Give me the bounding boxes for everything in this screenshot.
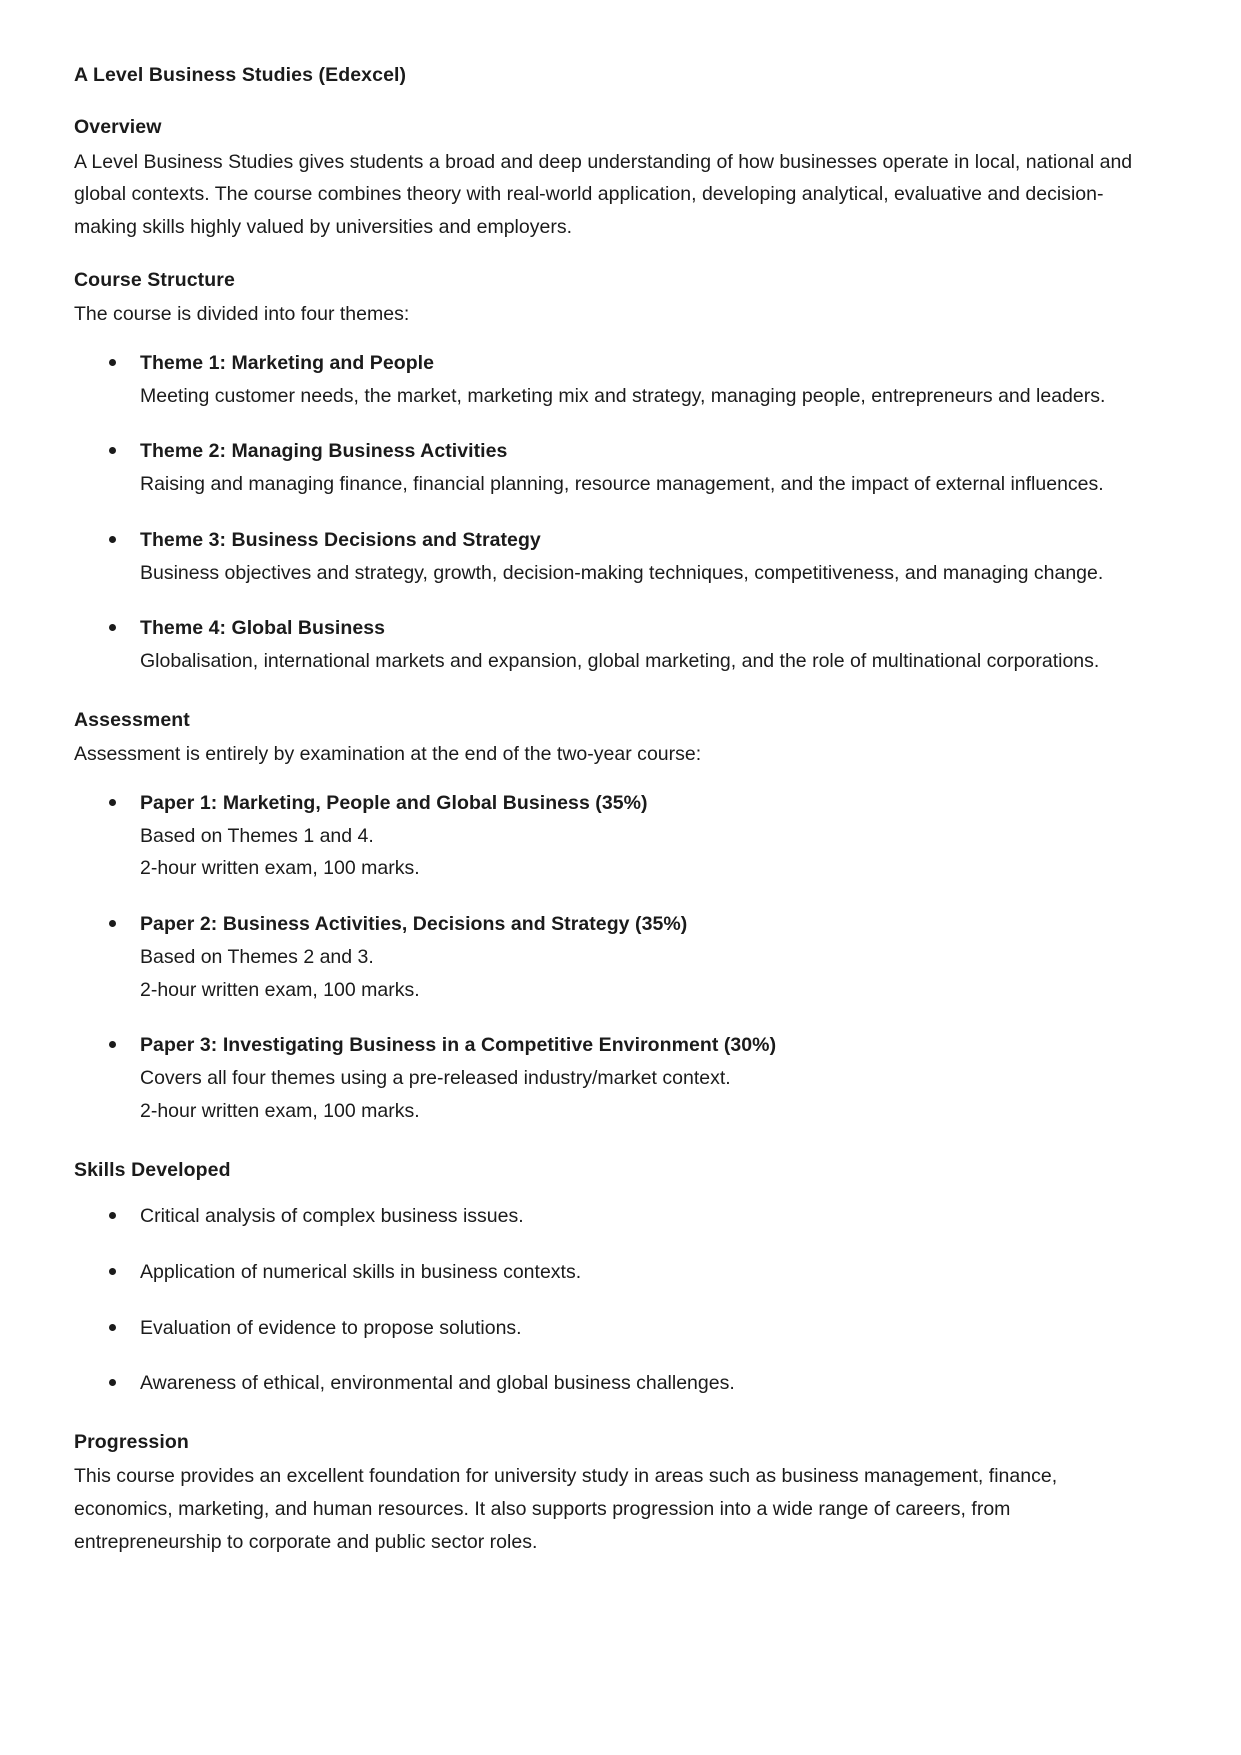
section-body-course-structure: The course is divided into four themes:: [74, 303, 410, 326]
theme-list: [74, 347, 1156, 678]
theme-description: Globalisation, international markets and expansion, global marketing, and the role of multinational corporations.: [140, 650, 1100, 673]
paper-list: [74, 787, 1156, 1128]
theme-description: Meeting customer needs, the market, marketing mix and strategy, managing people, entrepreneurs and leaders.: [140, 384, 1106, 407]
skills-list: [74, 1200, 1156, 1400]
section-overview: [74, 114, 1156, 244]
paper-title: Paper 2: Business Activities, Decisions and Strategy (35%): [140, 913, 688, 936]
paper-detail: Based on Themes 2 and 3.: [140, 945, 374, 968]
section-skills-developed: [74, 1157, 1156, 1400]
list-item: [74, 612, 1156, 678]
section-course-structure: [74, 267, 1156, 678]
theme-description: Raising and managing finance, financial planning, resource management, and the impact of external influences.: [140, 473, 1104, 496]
list-item: [74, 435, 1156, 501]
list-item: Application of numerical skills in business contexts.: [74, 1256, 1156, 1289]
paper-detail: Based on Themes 1 and 4.: [140, 824, 374, 847]
theme-title: Theme 4: Global Business: [140, 617, 386, 640]
paper-detail: 2-hour written exam, 100 marks.: [140, 978, 420, 1001]
theme-title: Theme 1: Marketing and People: [140, 351, 435, 374]
list-item: [74, 347, 1156, 413]
section-heading-course-structure: Course Structure: [74, 268, 235, 291]
list-item: [74, 908, 1156, 1006]
theme-title: Theme 3: Business Decisions and Strategy: [140, 528, 541, 551]
section-body-overview: A Level Business Studies gives students a broad and deep understanding of how businesses operate in local, national and global contexts. The course combines theory with real-world application, developing analytical, evaluative and decision-making skills highly valued by universities and employers.: [74, 150, 1133, 239]
list-item: Critical analysis of complex business issues.: [74, 1200, 1156, 1233]
section-heading-progression: Progression: [74, 1431, 189, 1453]
theme-title: Theme 2: Managing Business Activities: [140, 440, 508, 463]
section-body-progression: This course provides an excellent foundation for university study in areas such as business management, finance, economics, marketing, and human resources. It also supports progression into a wide range of careers, from entrepreneurship to corporate and public sector roles.: [74, 1465, 1058, 1553]
page-title: A Level Business Studies (Edexcel): [74, 64, 407, 86]
paper-detail: 2-hour written exam, 100 marks.: [140, 1099, 420, 1122]
section-heading-overview: Overview: [74, 116, 162, 139]
paper-title: Paper 3: Investigating Business in a Competitive Environment (30%): [140, 1034, 777, 1057]
list-item: [74, 787, 1156, 885]
section-heading-assessment: Assessment: [74, 708, 190, 731]
section-body-assessment: Assessment is entirely by examination at the end of the two-year course:: [74, 743, 702, 766]
list-item: Evaluation of evidence to propose solutions.: [74, 1312, 1156, 1345]
section-assessment: [74, 707, 1156, 1128]
list-item: Awareness of ethical, environmental and global business challenges.: [74, 1367, 1156, 1400]
paper-title: Paper 1: Marketing, People and Global Business (35%): [140, 791, 648, 814]
list-item: [74, 524, 1156, 590]
theme-description: Business objectives and strategy, growth, decision-making techniques, competitiveness, and managing change.: [140, 561, 1104, 584]
section-progression: [74, 1429, 1156, 1559]
paper-detail: Covers all four themes using a pre-released industry/market context.: [140, 1067, 731, 1090]
list-item: [74, 1029, 1156, 1127]
section-heading-skills-developed: Skills Developed: [74, 1158, 231, 1181]
paper-detail: 2-hour written exam, 100 marks.: [140, 857, 420, 880]
